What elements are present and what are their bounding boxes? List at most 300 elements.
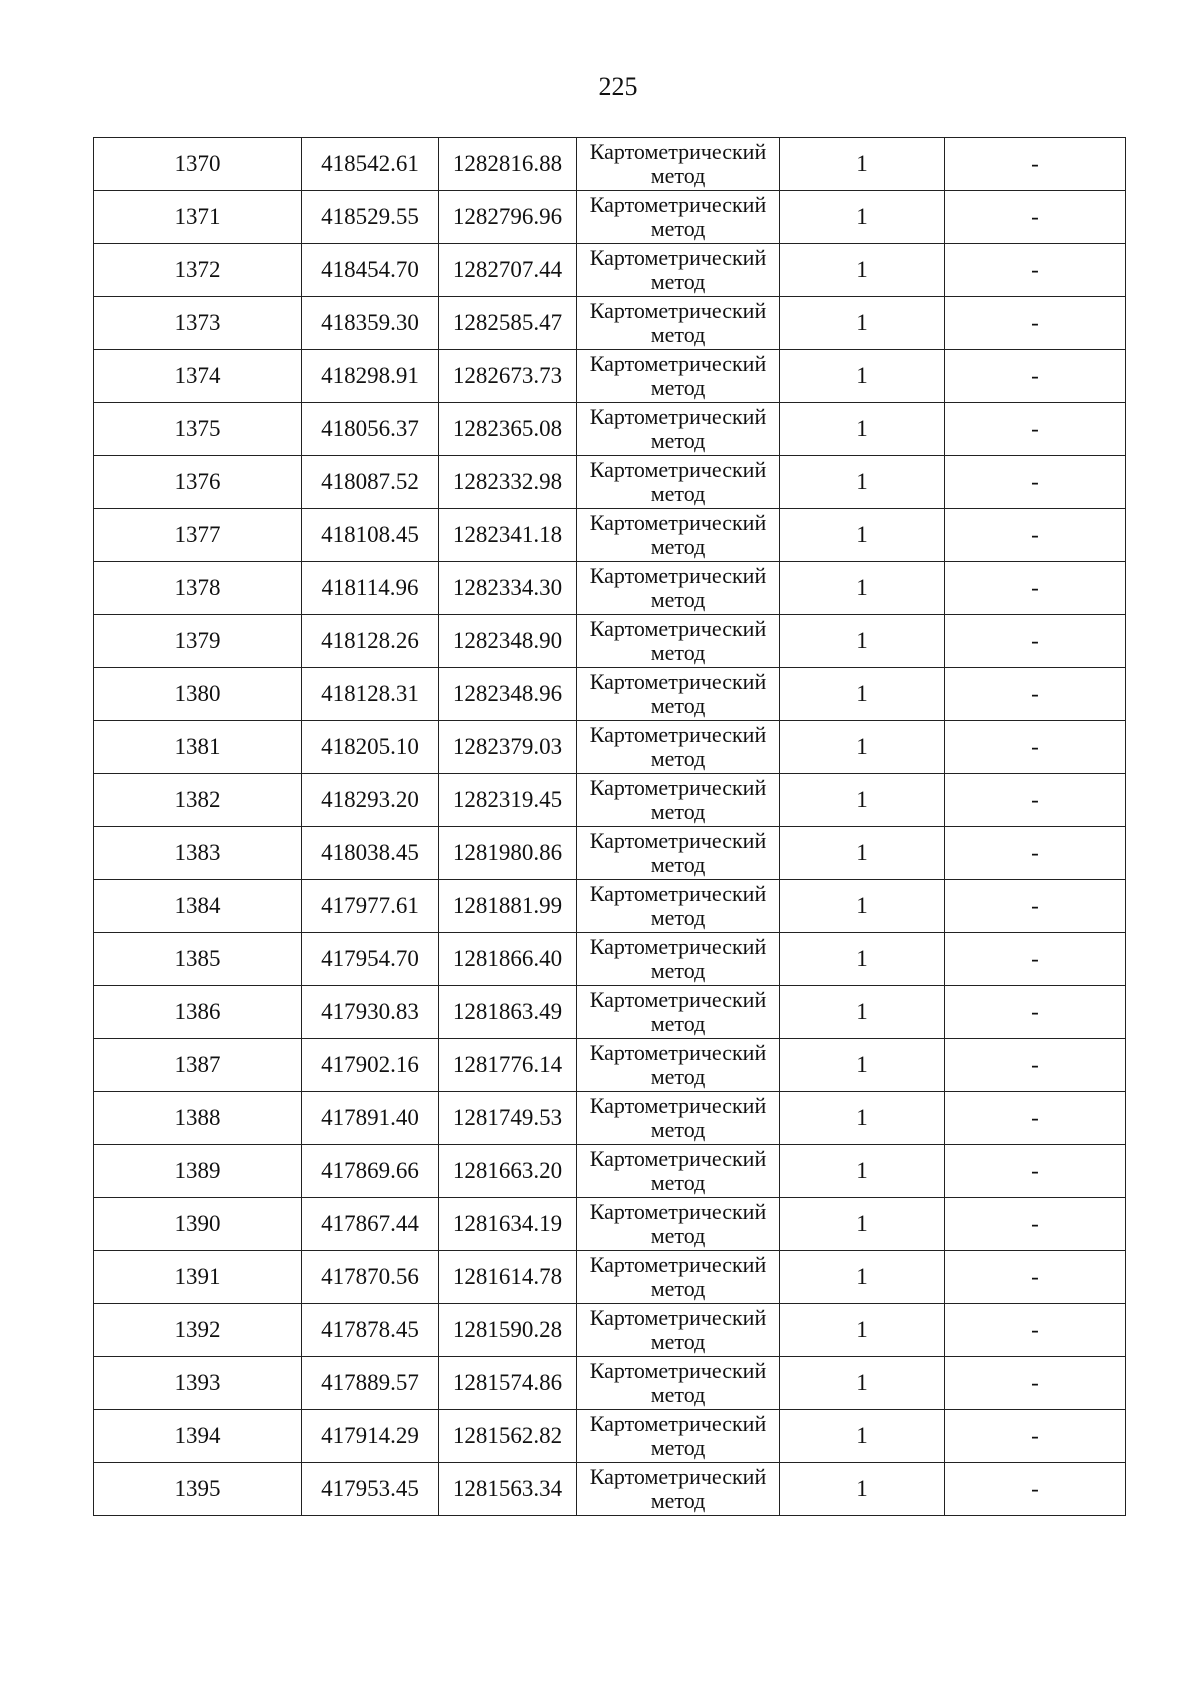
- note-cell: [945, 1198, 1126, 1251]
- table-row: [94, 668, 1126, 721]
- y-coordinate-text: 1282585.47: [452, 310, 563, 335]
- point-number-cell: [94, 1039, 302, 1092]
- x-coordinate-text: 417954.70: [321, 946, 419, 971]
- note-text: -: [1031, 1052, 1039, 1077]
- y-coordinate-text: 1282379.03: [452, 734, 563, 759]
- x-coordinate-text: 417930.83: [321, 999, 419, 1024]
- point-number-cell: [94, 1410, 302, 1463]
- table-row: [94, 191, 1126, 244]
- note-text: -: [1031, 151, 1039, 176]
- table-row: [94, 721, 1126, 774]
- point-number-text: 1384: [174, 893, 221, 918]
- point-number-cell: [94, 1145, 302, 1198]
- note-text: -: [1031, 1264, 1039, 1289]
- y-coordinate-text: 1282796.96: [452, 204, 563, 229]
- point-number-cell: [94, 721, 302, 774]
- accuracy-cell: [780, 509, 945, 562]
- point-number-cell: [94, 509, 302, 562]
- accuracy-text: 1: [856, 469, 868, 494]
- accuracy-cell: [780, 1145, 945, 1198]
- y-coordinate-text: 1282348.90: [452, 628, 563, 653]
- accuracy-text: 1: [856, 1105, 868, 1130]
- accuracy-text: 1: [856, 151, 868, 176]
- table-row: [94, 1092, 1126, 1145]
- y-coordinate-cell: [439, 1092, 577, 1145]
- point-number-text: 1383: [174, 840, 221, 865]
- note-cell: [945, 456, 1126, 509]
- note-cell: [945, 1410, 1126, 1463]
- method-cell: [577, 244, 780, 297]
- method-text: Картометрический метод: [589, 139, 767, 188]
- accuracy-cell: [780, 138, 945, 191]
- note-cell: [945, 403, 1126, 456]
- y-coordinate-text: 1281866.40: [452, 946, 563, 971]
- accuracy-text: 1: [856, 1476, 868, 1501]
- point-number-text: 1392: [174, 1317, 221, 1342]
- accuracy-cell: [780, 1463, 945, 1516]
- accuracy-cell: [780, 1198, 945, 1251]
- method-cell: [577, 668, 780, 721]
- point-number-cell: [94, 986, 302, 1039]
- method-text: Картометрический метод: [589, 669, 767, 718]
- accuracy-cell: [780, 244, 945, 297]
- method-text: Картометрический метод: [589, 616, 767, 665]
- x-coordinate-cell: [302, 1463, 439, 1516]
- x-coordinate-cell: [302, 827, 439, 880]
- x-coordinate-text: 418293.20: [321, 787, 419, 812]
- accuracy-text: 1: [856, 416, 868, 441]
- table-row: [94, 827, 1126, 880]
- method-cell: [577, 1145, 780, 1198]
- table-row: [94, 1198, 1126, 1251]
- y-coordinate-cell: [439, 986, 577, 1039]
- y-coordinate-text: 1281663.20: [452, 1158, 563, 1183]
- method-cell: [577, 1092, 780, 1145]
- accuracy-text: 1: [856, 681, 868, 706]
- accuracy-cell: [780, 774, 945, 827]
- y-coordinate-cell: [439, 721, 577, 774]
- table-row: [94, 1463, 1126, 1516]
- method-text: Картометрический метод: [589, 510, 767, 559]
- table-row: [94, 1304, 1126, 1357]
- point-number-cell: [94, 350, 302, 403]
- note-text: -: [1031, 628, 1039, 653]
- point-number-cell: [94, 138, 302, 191]
- x-coordinate-text: 418114.96: [321, 575, 419, 600]
- accuracy-cell: [780, 986, 945, 1039]
- y-coordinate-cell: [439, 509, 577, 562]
- note-text: -: [1031, 575, 1039, 600]
- note-cell: [945, 668, 1126, 721]
- note-text: -: [1031, 1476, 1039, 1501]
- point-number-text: 1385: [174, 946, 221, 971]
- note-cell: [945, 1463, 1126, 1516]
- note-text: -: [1031, 363, 1039, 388]
- accuracy-text: 1: [856, 522, 868, 547]
- point-number-cell: [94, 1304, 302, 1357]
- accuracy-text: 1: [856, 1264, 868, 1289]
- method-cell: [577, 721, 780, 774]
- note-text: -: [1031, 787, 1039, 812]
- accuracy-text: 1: [856, 257, 868, 282]
- y-coordinate-cell: [439, 456, 577, 509]
- point-number-text: 1380: [174, 681, 221, 706]
- table-row: [94, 1039, 1126, 1092]
- y-coordinate-cell: [439, 1357, 577, 1410]
- table-row: [94, 509, 1126, 562]
- note-cell: [945, 297, 1126, 350]
- x-coordinate-cell: [302, 1410, 439, 1463]
- note-text: -: [1031, 1211, 1039, 1236]
- note-cell: [945, 774, 1126, 827]
- point-number-text: 1382: [174, 787, 221, 812]
- x-coordinate-cell: [302, 1145, 439, 1198]
- y-coordinate-cell: [439, 1410, 577, 1463]
- note-text: -: [1031, 1105, 1039, 1130]
- accuracy-text: 1: [856, 999, 868, 1024]
- note-cell: [945, 244, 1126, 297]
- accuracy-text: 1: [856, 840, 868, 865]
- x-coordinate-cell: [302, 721, 439, 774]
- table-row: [94, 1251, 1126, 1304]
- point-number-cell: [94, 615, 302, 668]
- accuracy-cell: [780, 1092, 945, 1145]
- x-coordinate-text: 417902.16: [321, 1052, 419, 1077]
- note-cell: [945, 1304, 1126, 1357]
- point-number-cell: [94, 880, 302, 933]
- accuracy-cell: [780, 191, 945, 244]
- table-row: [94, 562, 1126, 615]
- accuracy-text: 1: [856, 1317, 868, 1342]
- method-cell: [577, 827, 780, 880]
- y-coordinate-cell: [439, 562, 577, 615]
- y-coordinate-cell: [439, 933, 577, 986]
- accuracy-text: 1: [856, 1158, 868, 1183]
- note-cell: [945, 1092, 1126, 1145]
- accuracy-text: 1: [856, 204, 868, 229]
- note-cell: [945, 1251, 1126, 1304]
- table-row: [94, 615, 1126, 668]
- note-text: -: [1031, 681, 1039, 706]
- point-number-cell: [94, 933, 302, 986]
- x-coordinate-text: 417878.45: [321, 1317, 419, 1342]
- point-number-text: 1386: [174, 999, 221, 1024]
- y-coordinate-cell: [439, 827, 577, 880]
- method-text: Картометрический метод: [589, 1146, 767, 1195]
- note-text: -: [1031, 999, 1039, 1024]
- point-number-text: 1375: [174, 416, 221, 441]
- method-cell: [577, 1304, 780, 1357]
- y-coordinate-text: 1282334.30: [452, 575, 563, 600]
- method-text: Картометрический метод: [589, 298, 767, 347]
- note-cell: [945, 138, 1126, 191]
- y-coordinate-text: 1281749.53: [452, 1105, 563, 1130]
- table-row: [94, 1357, 1126, 1410]
- accuracy-cell: [780, 297, 945, 350]
- point-number-text: 1391: [174, 1264, 221, 1289]
- x-coordinate-text: 418108.45: [321, 522, 419, 547]
- point-number-cell: [94, 297, 302, 350]
- table-row: [94, 138, 1126, 191]
- method-text: Картометрический метод: [589, 563, 767, 612]
- accuracy-cell: [780, 1039, 945, 1092]
- accuracy-text: 1: [856, 363, 868, 388]
- note-cell: [945, 827, 1126, 880]
- table-row: [94, 244, 1126, 297]
- method-text: Картометрический метод: [589, 245, 767, 294]
- point-number-text: 1378: [174, 575, 221, 600]
- y-coordinate-text: 1282816.88: [452, 151, 563, 176]
- x-coordinate-text: 418128.31: [321, 681, 419, 706]
- y-coordinate-text: 1282319.45: [452, 787, 563, 812]
- table-row: [94, 880, 1126, 933]
- note-cell: [945, 1145, 1126, 1198]
- accuracy-text: 1: [856, 787, 868, 812]
- point-number-cell: [94, 774, 302, 827]
- point-number-text: 1371: [174, 204, 221, 229]
- x-coordinate-cell: [302, 456, 439, 509]
- table-row: [94, 403, 1126, 456]
- table-row: [94, 297, 1126, 350]
- y-coordinate-cell: [439, 1463, 577, 1516]
- table-row: [94, 456, 1126, 509]
- note-cell: [945, 191, 1126, 244]
- point-number-text: 1388: [174, 1105, 221, 1130]
- x-coordinate-cell: [302, 774, 439, 827]
- accuracy-cell: [780, 615, 945, 668]
- note-cell: [945, 933, 1126, 986]
- x-coordinate-text: 417869.66: [321, 1158, 419, 1183]
- point-number-cell: [94, 1251, 302, 1304]
- point-number-text: 1394: [174, 1423, 221, 1448]
- point-number-cell: [94, 456, 302, 509]
- x-coordinate-cell: [302, 1304, 439, 1357]
- method-cell: [577, 615, 780, 668]
- x-coordinate-cell: [302, 297, 439, 350]
- point-number-text: 1387: [174, 1052, 221, 1077]
- method-text: Картометрический метод: [589, 881, 767, 930]
- note-text: -: [1031, 893, 1039, 918]
- accuracy-cell: [780, 827, 945, 880]
- accuracy-text: 1: [856, 893, 868, 918]
- accuracy-text: 1: [856, 1423, 868, 1448]
- point-number-text: 1370: [174, 151, 221, 176]
- y-coordinate-cell: [439, 774, 577, 827]
- method-text: Картометрический метод: [589, 457, 767, 506]
- y-coordinate-text: 1282332.98: [452, 469, 563, 494]
- x-coordinate-text: 418529.55: [321, 204, 419, 229]
- x-coordinate-cell: [302, 615, 439, 668]
- x-coordinate-text: 418038.45: [321, 840, 419, 865]
- note-cell: [945, 509, 1126, 562]
- accuracy-text: 1: [856, 310, 868, 335]
- accuracy-cell: [780, 1357, 945, 1410]
- accuracy-text: 1: [856, 946, 868, 971]
- x-coordinate-cell: [302, 933, 439, 986]
- x-coordinate-text: 417870.56: [321, 1264, 419, 1289]
- y-coordinate-text: 1282673.73: [452, 363, 563, 388]
- method-text: Картометрический метод: [589, 1464, 767, 1513]
- y-coordinate-text: 1282348.96: [452, 681, 563, 706]
- note-text: -: [1031, 946, 1039, 971]
- table-row: [94, 350, 1126, 403]
- table-row: [94, 774, 1126, 827]
- accuracy-cell: [780, 1410, 945, 1463]
- x-coordinate-text: 418087.52: [321, 469, 419, 494]
- y-coordinate-cell: [439, 297, 577, 350]
- point-number-cell: [94, 191, 302, 244]
- x-coordinate-text: 417953.45: [321, 1476, 419, 1501]
- method-cell: [577, 350, 780, 403]
- note-cell: [945, 615, 1126, 668]
- y-coordinate-text: 1281881.99: [452, 893, 563, 918]
- accuracy-cell: [780, 668, 945, 721]
- point-number-text: 1372: [174, 257, 221, 282]
- note-text: -: [1031, 734, 1039, 759]
- note-text: -: [1031, 840, 1039, 865]
- accuracy-text: 1: [856, 1211, 868, 1236]
- method-text: Картометрический метод: [589, 934, 767, 983]
- y-coordinate-cell: [439, 191, 577, 244]
- x-coordinate-text: 418298.91: [321, 363, 419, 388]
- x-coordinate-cell: [302, 509, 439, 562]
- method-text: Картометрический метод: [589, 1411, 767, 1460]
- point-number-text: 1376: [174, 469, 221, 494]
- note-text: -: [1031, 1158, 1039, 1183]
- x-coordinate-text: 417977.61: [321, 893, 419, 918]
- method-cell: [577, 1410, 780, 1463]
- method-cell: [577, 774, 780, 827]
- point-number-text: 1374: [174, 363, 221, 388]
- note-cell: [945, 562, 1126, 615]
- y-coordinate-cell: [439, 668, 577, 721]
- x-coordinate-cell: [302, 403, 439, 456]
- method-cell: [577, 191, 780, 244]
- y-coordinate-text: 1281563.34: [452, 1476, 563, 1501]
- accuracy-cell: [780, 350, 945, 403]
- y-coordinate-cell: [439, 1304, 577, 1357]
- y-coordinate-cell: [439, 244, 577, 297]
- method-text: Картометрический метод: [589, 1252, 767, 1301]
- method-cell: [577, 1039, 780, 1092]
- point-number-cell: [94, 244, 302, 297]
- accuracy-cell: [780, 456, 945, 509]
- x-coordinate-text: 417867.44: [321, 1211, 419, 1236]
- accuracy-cell: [780, 562, 945, 615]
- x-coordinate-text: 418205.10: [321, 734, 419, 759]
- point-number-cell: [94, 1198, 302, 1251]
- x-coordinate-cell: [302, 562, 439, 615]
- y-coordinate-cell: [439, 1039, 577, 1092]
- method-text: Картометрический метод: [589, 775, 767, 824]
- y-coordinate-text: 1281980.86: [452, 840, 563, 865]
- point-number-cell: [94, 1357, 302, 1410]
- method-cell: [577, 933, 780, 986]
- x-coordinate-cell: [302, 1092, 439, 1145]
- note-text: -: [1031, 416, 1039, 441]
- note-cell: [945, 1039, 1126, 1092]
- note-text: -: [1031, 1317, 1039, 1342]
- method-text: Картометрический метод: [589, 1358, 767, 1407]
- y-coordinate-text: 1282707.44: [452, 257, 563, 282]
- coordinates-table: [93, 137, 1126, 1516]
- y-coordinate-cell: [439, 350, 577, 403]
- y-coordinate-text: 1281634.19: [452, 1211, 563, 1236]
- x-coordinate-cell: [302, 668, 439, 721]
- x-coordinate-text: 418542.61: [321, 151, 419, 176]
- accuracy-text: 1: [856, 575, 868, 600]
- point-number-cell: [94, 403, 302, 456]
- accuracy-cell: [780, 933, 945, 986]
- method-cell: [577, 1463, 780, 1516]
- table-row: [94, 933, 1126, 986]
- method-cell: [577, 138, 780, 191]
- x-coordinate-cell: [302, 1198, 439, 1251]
- note-text: -: [1031, 204, 1039, 229]
- x-coordinate-text: 417914.29: [321, 1423, 419, 1448]
- x-coordinate-cell: [302, 138, 439, 191]
- y-coordinate-text: 1281863.49: [452, 999, 563, 1024]
- point-number-text: 1395: [174, 1476, 221, 1501]
- point-number-text: 1373: [174, 310, 221, 335]
- accuracy-cell: [780, 1304, 945, 1357]
- accuracy-cell: [780, 1251, 945, 1304]
- point-number-cell: [94, 668, 302, 721]
- accuracy-text: 1: [856, 628, 868, 653]
- page-number: 225: [598, 72, 638, 101]
- x-coordinate-text: 417891.40: [321, 1105, 419, 1130]
- x-coordinate-text: 418056.37: [321, 416, 419, 441]
- x-coordinate-cell: [302, 880, 439, 933]
- x-coordinate-text: 417889.57: [321, 1370, 419, 1395]
- method-cell: [577, 297, 780, 350]
- method-cell: [577, 1198, 780, 1251]
- y-coordinate-text: 1282341.18: [452, 522, 563, 547]
- note-cell: [945, 350, 1126, 403]
- point-number-text: 1393: [174, 1370, 221, 1395]
- accuracy-text: 1: [856, 734, 868, 759]
- method-cell: [577, 880, 780, 933]
- method-text: Картометрический метод: [589, 722, 767, 771]
- y-coordinate-cell: [439, 1198, 577, 1251]
- x-coordinate-cell: [302, 191, 439, 244]
- method-cell: [577, 1357, 780, 1410]
- note-text: -: [1031, 522, 1039, 547]
- table-row: [94, 1145, 1126, 1198]
- x-coordinate-text: 418454.70: [321, 257, 419, 282]
- point-number-cell: [94, 1092, 302, 1145]
- point-number-cell: [94, 827, 302, 880]
- y-coordinate-text: 1281562.82: [452, 1423, 563, 1448]
- y-coordinate-cell: [439, 1251, 577, 1304]
- accuracy-text: 1: [856, 1052, 868, 1077]
- accuracy-text: 1: [856, 1370, 868, 1395]
- method-cell: [577, 509, 780, 562]
- x-coordinate-text: 418359.30: [321, 310, 419, 335]
- point-number-cell: [94, 1463, 302, 1516]
- note-text: -: [1031, 310, 1039, 335]
- method-cell: [577, 986, 780, 1039]
- accuracy-cell: [780, 721, 945, 774]
- method-cell: [577, 1251, 780, 1304]
- coordinates-table-body: [94, 138, 1126, 1516]
- table-row: [94, 986, 1126, 1039]
- y-coordinate-cell: [439, 615, 577, 668]
- note-text: -: [1031, 1423, 1039, 1448]
- note-cell: [945, 1357, 1126, 1410]
- method-text: Картометрический метод: [589, 987, 767, 1036]
- method-text: Картометрический метод: [589, 1305, 767, 1354]
